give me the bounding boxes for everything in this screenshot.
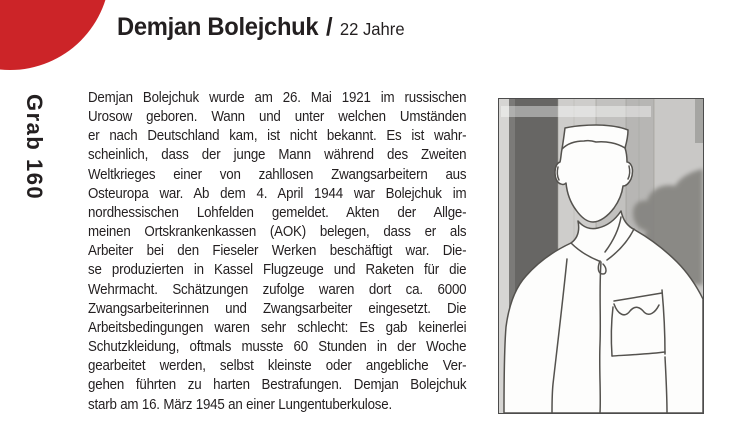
article-line: Zwangsarbeiterinnen und Zwangsarbeiter eingesetzt. Die	[88, 300, 467, 317]
grave-number-label: Grab 160	[22, 94, 47, 201]
article-line: Urosow geboren. Wann und unter welchen Umständen	[88, 109, 467, 126]
header	[117, 13, 405, 42]
article-line: Arbeitsbedingungen waren sehr schlecht: Es gab keinerlei	[88, 319, 467, 336]
article-line: Wehrmacht. Schätzungen zufolge waren dort ca. 6000	[88, 281, 467, 298]
article-line: se produzierten in Kassel Flugzeuge und Raketen für die	[88, 262, 467, 279]
article-line: scheinlich, dass der junge Mann während des Zweiten	[88, 147, 467, 164]
article-line: starb am 16. März 1945 an einer Lungentuberkulose.	[88, 396, 393, 413]
article-line: gehen führten zu harten Bestrafungen. Demjan Bolejchuk	[88, 377, 467, 394]
person-age: 22 Jahre	[339, 19, 405, 39]
shirt-placket	[600, 262, 601, 413]
portrait-photo	[498, 98, 704, 414]
article-line: Osteuropa war. Ab dem 4. April 1944 war Bolejchuk im	[88, 185, 467, 202]
article-line: Weltkrieges einer von zahllosen Zwangsarbeitern aus	[88, 166, 467, 183]
person-name: Demjan Bolejchuk	[117, 13, 319, 41]
article-line: Demjan Bolejchuk wurde am 26. Mai 1921 im russischen	[88, 90, 467, 106]
article-line: gearbeitet werden, selbst kleinste oder angebliche Ver-	[88, 358, 467, 375]
article-line: Arbeiter bei den Fieseler Werken beschäftigt war. Die-	[88, 243, 467, 260]
article-line: Schutzkleidung, oftmals musste 60 Stunden in der Woche	[88, 339, 467, 356]
biography-text	[88, 89, 466, 415]
article-line: meinen Ortskrankenkassen (AOK) belegen, dass er als	[88, 224, 467, 241]
red-circle-decoration	[0, 0, 110, 70]
article-line: nordhessischen Lohfelden gemeldet. Akten der Allge-	[88, 204, 467, 221]
article-line: er nach Deutschland kam, ist nicht bekannt. Es ist wahr-	[88, 128, 467, 145]
header-separator: /	[325, 13, 333, 41]
photo-light-strip	[501, 106, 651, 117]
